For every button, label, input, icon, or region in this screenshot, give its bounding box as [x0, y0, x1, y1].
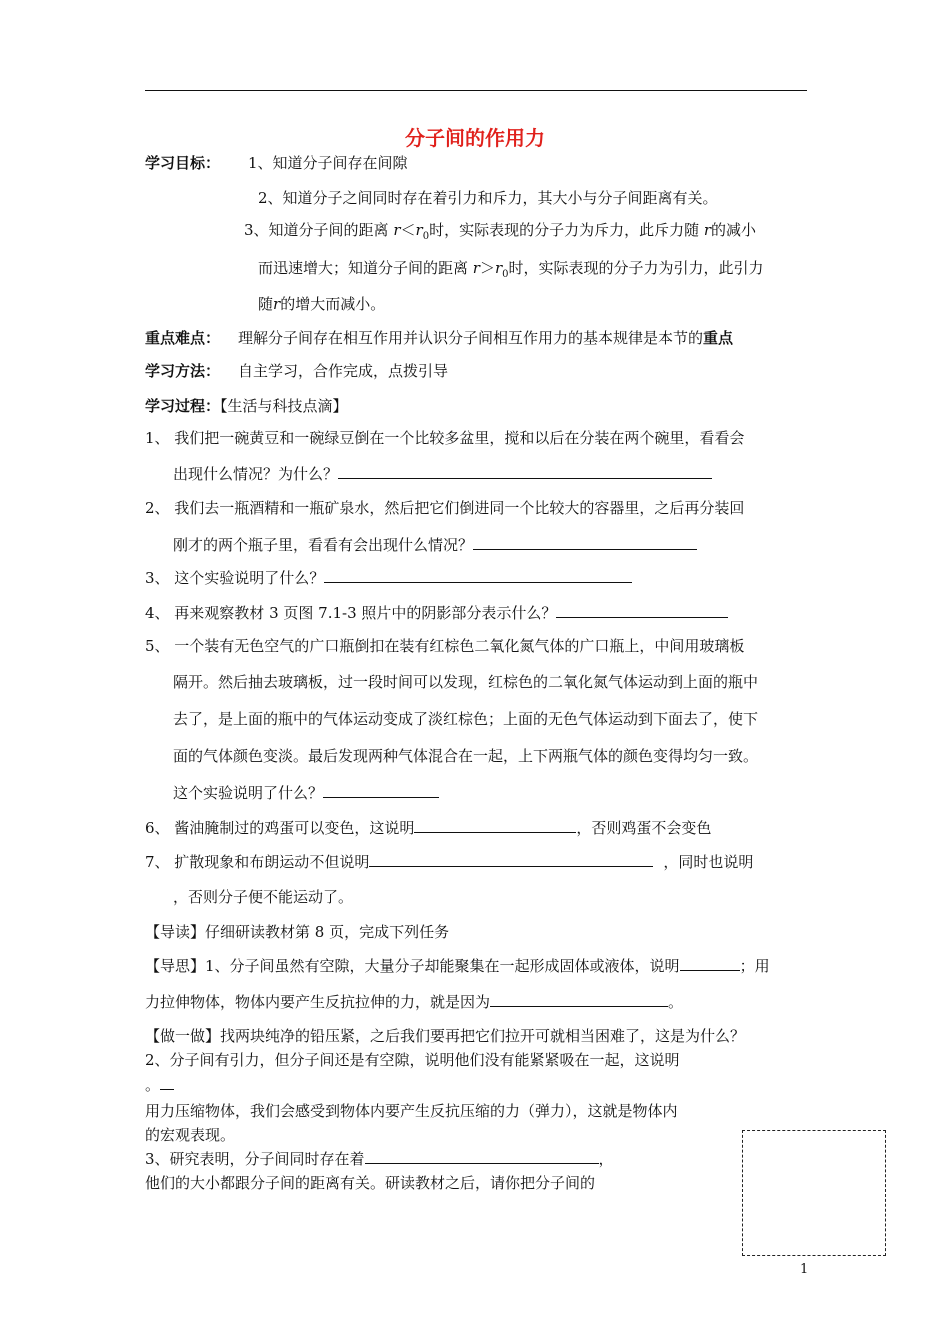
paragraph-3-line-1: 3、研究表明，分子间同时存在着 ，	[145, 1150, 614, 1168]
answer-blank-8[interactable]	[680, 956, 740, 971]
header-rule	[145, 90, 807, 91]
question-5-line-2: 隔开。然后抽去玻璃板，过一段时间可以发现，红棕色的二氧化氮气体运动到上面的瓶中	[173, 673, 759, 691]
answer-blank-2[interactable]	[473, 535, 697, 550]
question-7-line-1: 7、 扩散现象和布朗运动不但说明 ，同时也说明	[145, 853, 754, 871]
page-number: 1	[800, 1262, 809, 1277]
objective-3-line-1: 3、知道分子间的距离 $r<r_0$时，实际表现的分子力为斥力，此斥力随 r的减小	[244, 221, 757, 242]
paragraph-2-line-3: 用力压缩物体，我们会感受到物体内要产生反抗压缩的力（弹力），这就是物体内	[145, 1102, 678, 1120]
question-6: 6、 酱油腌制过的鸡蛋可以变色，这说明 ，否则鸡蛋不会变色	[145, 819, 712, 837]
objectives-line-1	[145, 153, 408, 173]
dashed-answer-box	[742, 1130, 886, 1256]
objectives-label: 学习目标：	[145, 154, 221, 172]
process-line: 学习过程：【生活与科技点滴】	[145, 397, 348, 415]
paragraph-2-line-2: 。	[145, 1075, 174, 1095]
answer-blank-7[interactable]	[369, 852, 653, 867]
method-label: 学习方法：	[145, 362, 221, 380]
question-5-line-1: 5、 一个装有无色空气的广口瓶倒扣在装有红棕色二氧化氮气体的广口瓶上，中间用玻璃板	[145, 637, 745, 655]
objective-2: 2、知道分子之间同时存在着引力和斥力，其大小与分子间距离有关。	[258, 189, 718, 207]
answer-blank-10[interactable]	[160, 1075, 174, 1090]
paragraph-2-line-1: 2、分子间有引力，但分子间还是有空隙，说明他们没有能紧紧吸在一起，这说明	[145, 1051, 680, 1069]
guide-think-line-2: 力拉伸物体，物体内要产生反抗拉伸的力，就是因为 。	[145, 993, 684, 1011]
question-2-line-2: 刚才的两个瓶子里，看看有会出现什么情况？	[173, 535, 697, 555]
answer-blank-5[interactable]	[323, 783, 439, 798]
page-title: 分子间的作用力	[405, 126, 545, 150]
guide-read: 【导读】仔细研读教材第 8 页，完成下列任务	[145, 923, 450, 941]
answer-blank-9[interactable]	[490, 992, 668, 1007]
objective-1: 1、知道分子间存在间隙	[248, 154, 408, 172]
key-label: 重点难点：	[145, 329, 221, 347]
paragraph-3-line-2: 他们的大小都跟分子间的距离有关。研读教材之后，请你把分子间的	[145, 1174, 596, 1192]
try-it: 【做一做】找两块纯净的铅压紧，之后我们要再把它们拉开可就相当困难了，这是为什么？	[145, 1027, 746, 1045]
objective-3-line-3: 随r的增大而减小。	[258, 295, 386, 313]
answer-blank-3[interactable]	[324, 568, 632, 583]
paragraph-2-line-4: 的宏观表现。	[145, 1126, 236, 1144]
answer-blank-11[interactable]	[365, 1149, 599, 1164]
question-5-line-5: 这个实验说明了什么？	[173, 783, 439, 803]
guide-think-line-1: 【导思】1、分子间虽然有空隙，大量分子却能聚集在一起形成固体或液体，说明 ；用	[145, 957, 770, 975]
question-3: 3、 这个实验说明了什么？	[145, 568, 632, 588]
answer-blank-6[interactable]	[414, 818, 576, 833]
objective-3-line-2: 而迅速增大；知道分子间的距离 $r>r_0$时，实际表现的分子力为引力，此引力	[258, 259, 764, 280]
process-label: 学习过程：	[145, 397, 221, 415]
answer-blank-4[interactable]	[556, 603, 728, 618]
question-1-line-2: 出现什么情况？为什么？	[173, 464, 712, 484]
question-5-line-3: 去了，是上面的瓶中的气体运动变成了淡红棕色；上面的无色气体运动到下面去了，使下	[173, 710, 759, 728]
key-points-line: 重点难点： 理解分子间存在相互作用并认识分子间相互作用力的基本规律是本节的重点	[145, 329, 734, 347]
method-line: 学习方法： 自主学习，合作完成，点拨引导	[145, 362, 449, 380]
answer-blank-1[interactable]	[338, 464, 712, 479]
question-7-line-2: ，否则分子便不能运动了。	[173, 888, 354, 906]
question-5-line-4: 面的气体颜色变淡。最后发现两种气体混合在一起，上下两瓶气体的颜色变得均匀一致。	[173, 747, 759, 765]
question-4: 4、 再来观察教材 3 页图 7.1-3 照片中的阴影部分表示什么？	[145, 603, 728, 623]
question-1-line-1: 1、 我们把一碗黄豆和一碗绿豆倒在一个比较多盆里，搅和以后在分装在两个碗里，看看会	[145, 429, 745, 447]
question-2-line-1: 2、 我们去一瓶酒精和一瓶矿泉水，然后把它们倒进同一个比较大的容器里，之后再分装回	[145, 499, 745, 517]
